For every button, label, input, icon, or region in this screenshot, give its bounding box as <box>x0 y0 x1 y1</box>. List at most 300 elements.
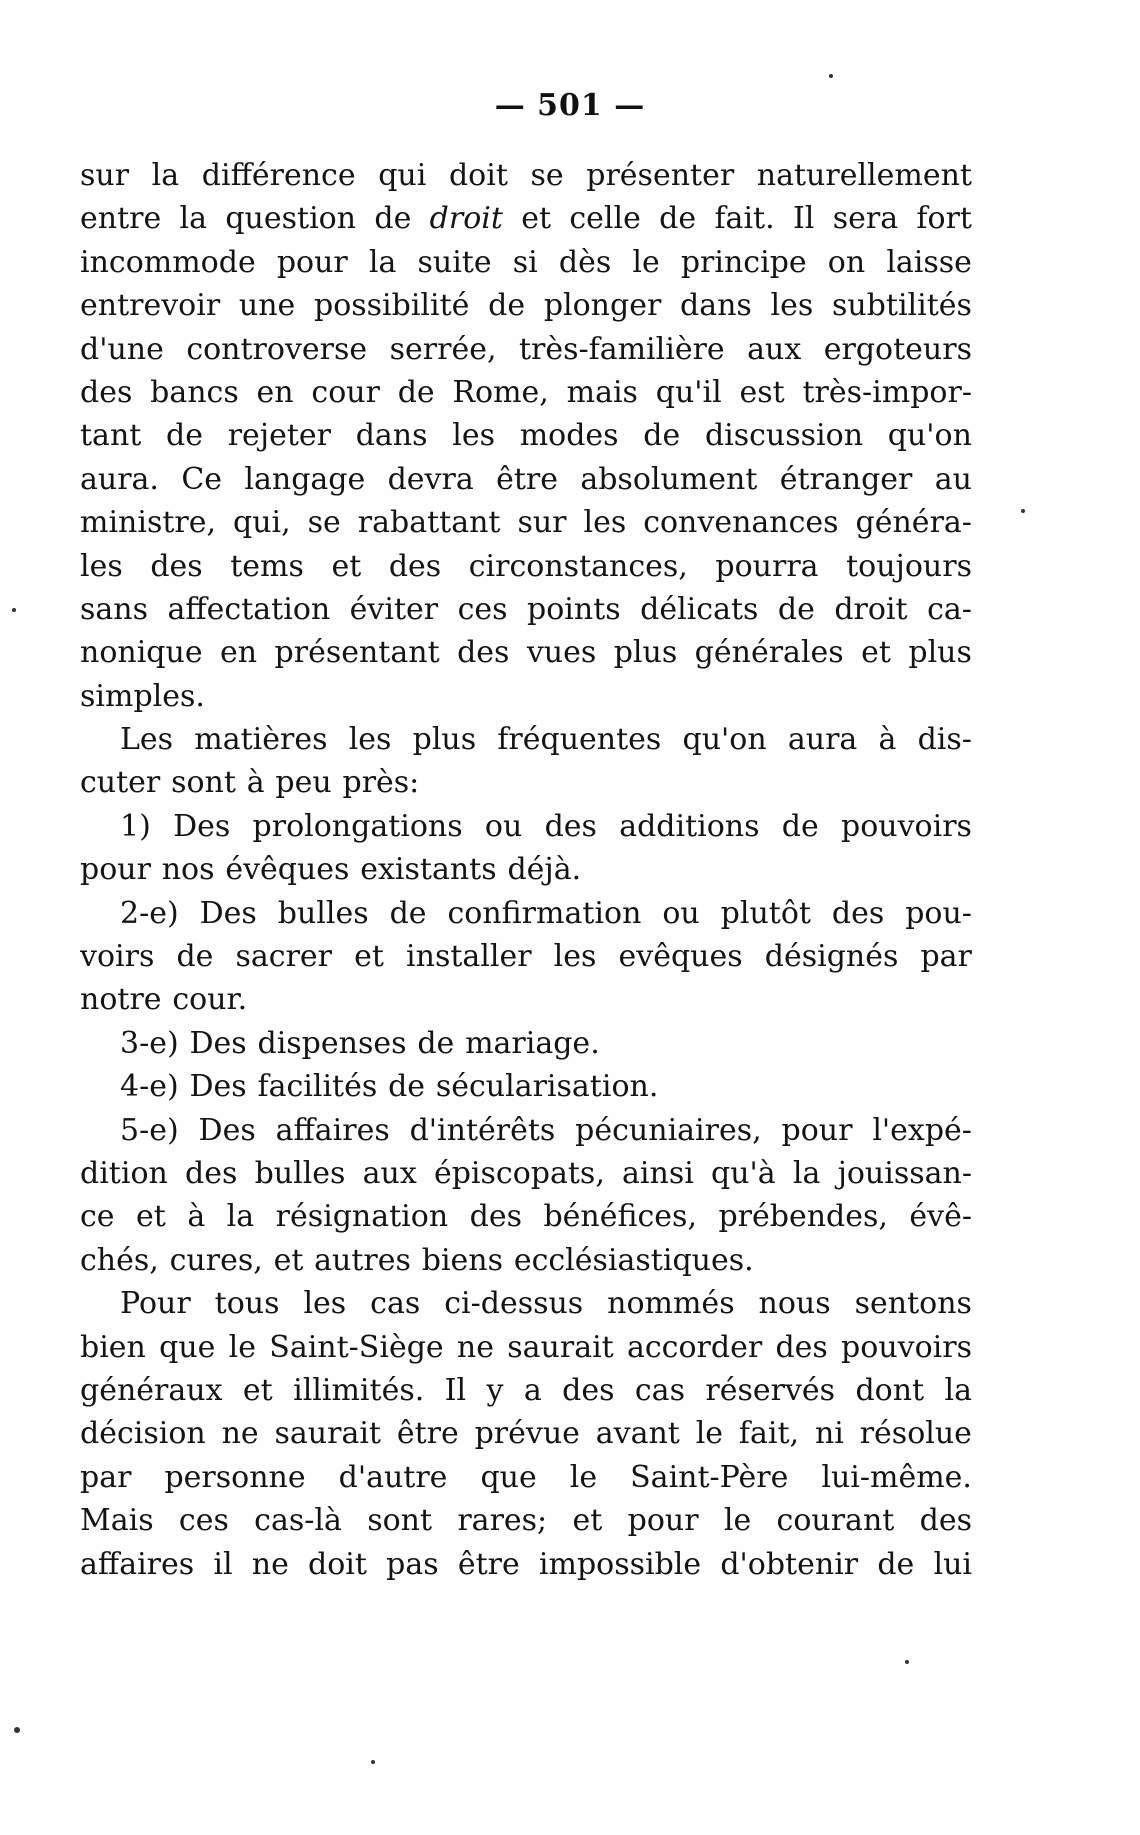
word: confirmation <box>447 895 642 931</box>
word: bien <box>80 1329 146 1365</box>
word: pour <box>80 852 151 888</box>
word: ca- <box>927 591 972 627</box>
word: bancs <box>150 374 239 410</box>
word: pouvoirs <box>841 1329 972 1365</box>
word: ces <box>178 1503 229 1539</box>
word: doit <box>448 158 508 193</box>
word: sur <box>80 158 130 193</box>
word: bulles <box>254 1155 346 1191</box>
text-line <box>80 1282 972 1325</box>
word: la <box>226 1199 255 1235</box>
word: épiscopats, <box>433 1155 605 1191</box>
word: ou <box>484 808 523 844</box>
text-line <box>80 501 972 544</box>
word: additions <box>619 808 760 844</box>
word: bénéfices, <box>543 1199 697 1235</box>
word: nonique <box>80 635 203 671</box>
word: personne <box>164 1459 306 1495</box>
text-line <box>80 284 972 327</box>
word: saurait <box>274 1416 381 1452</box>
text-line <box>80 328 972 371</box>
word: généra- <box>855 505 972 541</box>
word: cour. <box>172 982 248 1018</box>
word: convenances <box>643 505 839 541</box>
word: 3-e) <box>120 1025 179 1061</box>
word: ergoteurs <box>823 331 972 367</box>
word: de <box>389 895 427 931</box>
word: très-impor- <box>802 374 972 410</box>
word: résignation <box>275 1199 449 1235</box>
word: que <box>480 1459 537 1495</box>
scan-speck <box>829 74 833 78</box>
word: de <box>643 418 681 454</box>
word: simples. <box>80 678 205 714</box>
word: question <box>225 201 357 237</box>
word: si <box>512 244 538 280</box>
word: tems <box>230 548 304 584</box>
text-line <box>80 588 972 631</box>
word: ni <box>814 1416 844 1452</box>
word: entrevoir <box>80 288 221 324</box>
text-line <box>80 1239 972 1282</box>
word: langage <box>244 461 366 497</box>
word: des <box>919 1503 972 1539</box>
word: cures, <box>169 1242 263 1278</box>
word: et <box>273 1242 304 1278</box>
word: pou- <box>905 895 972 931</box>
text-line <box>80 1065 972 1108</box>
word: 1) <box>120 808 151 844</box>
text-line <box>80 978 972 1021</box>
word: de <box>166 418 203 454</box>
word: et <box>331 548 362 584</box>
word: illimités. <box>293 1372 425 1408</box>
word: existants <box>360 852 497 888</box>
word: dition <box>80 1155 168 1191</box>
word: et <box>354 939 384 975</box>
word: des <box>544 808 597 844</box>
word: Des <box>173 808 231 844</box>
word: par <box>920 939 972 975</box>
word: subtilités <box>831 288 972 324</box>
word: y <box>486 1372 504 1408</box>
word: autres <box>314 1242 411 1278</box>
scan-speck <box>371 1760 375 1764</box>
word: controverse <box>186 331 368 367</box>
text-line <box>80 631 972 674</box>
word: dispenses <box>257 1025 407 1061</box>
text-line <box>80 1326 972 1369</box>
text-line <box>80 1543 972 1586</box>
word: réservés <box>705 1372 836 1408</box>
word: de <box>397 374 435 410</box>
word: d'intérêts <box>409 1112 556 1148</box>
text-line <box>80 1152 972 1195</box>
word: la <box>792 1155 821 1191</box>
word: de <box>877 1546 915 1582</box>
word: possibilité <box>313 288 470 324</box>
word: saurait <box>507 1329 614 1365</box>
word: de <box>388 1069 426 1105</box>
word: droit <box>429 201 503 237</box>
word: avant <box>595 1416 680 1452</box>
word: absolument <box>580 461 758 497</box>
word: Ce <box>181 461 223 497</box>
word: différence <box>201 158 356 193</box>
word: de <box>781 808 819 844</box>
word: par <box>80 1459 132 1495</box>
word: toujours <box>846 548 972 584</box>
text-line <box>80 1109 972 1152</box>
word: ne <box>456 1329 494 1365</box>
word: dans <box>355 418 428 454</box>
word: rejeter <box>227 418 332 454</box>
word: les <box>452 418 495 454</box>
word: pas <box>386 1546 439 1582</box>
word: Rome, <box>452 374 549 410</box>
word: principe <box>680 244 807 280</box>
word: mariage. <box>465 1025 600 1061</box>
word: discussion <box>704 418 864 454</box>
word: prébendes, <box>718 1199 888 1235</box>
word: l'expé- <box>872 1112 972 1148</box>
word: voirs <box>80 939 155 975</box>
word: plutôt <box>720 895 811 931</box>
text-line <box>80 1195 972 1238</box>
word: à <box>187 1199 206 1235</box>
word: des <box>150 548 203 584</box>
text-line <box>80 848 972 891</box>
word: pouvoirs <box>841 808 972 844</box>
text-line <box>80 1022 972 1065</box>
word: nos <box>161 852 215 888</box>
word: affaires <box>80 1546 195 1582</box>
word: des <box>775 1329 828 1365</box>
word: une <box>238 288 296 324</box>
word: celle <box>569 201 641 237</box>
text-line <box>80 805 972 848</box>
word: 5-e) <box>120 1112 179 1148</box>
text-line <box>80 197 972 240</box>
word: on <box>827 244 866 280</box>
word: dis- <box>917 722 972 758</box>
word: sentons <box>854 1286 972 1322</box>
word: les <box>348 722 392 758</box>
word: installer <box>406 939 532 975</box>
word: aura <box>787 722 858 758</box>
word: modes <box>519 418 619 454</box>
word: Pour <box>120 1286 191 1322</box>
word: aura. <box>80 461 159 497</box>
word: générales <box>694 635 844 671</box>
word: de <box>777 591 815 627</box>
word: le <box>723 1503 752 1539</box>
text-line <box>80 718 972 761</box>
word: rares; <box>457 1503 548 1539</box>
word: lui <box>933 1546 972 1582</box>
word: ce <box>80 1199 115 1235</box>
text-line <box>80 154 972 197</box>
word: affaires <box>275 1112 390 1148</box>
word: points <box>527 591 621 627</box>
text-line <box>80 675 972 718</box>
word: la <box>151 158 180 193</box>
word: cas-là <box>254 1503 342 1539</box>
word: en <box>220 635 258 671</box>
word: évêques <box>225 852 350 888</box>
word: plus <box>908 635 972 671</box>
word: qui, <box>233 505 291 541</box>
word: lui-même. <box>821 1459 972 1495</box>
text-line <box>80 761 972 804</box>
word: Mais <box>80 1503 154 1539</box>
text-line <box>80 371 972 414</box>
word: pour <box>276 244 348 280</box>
word: au <box>934 461 972 497</box>
word: évê- <box>909 1199 972 1235</box>
scan-speck <box>1021 509 1025 513</box>
word: des <box>562 1372 615 1408</box>
word: et <box>861 635 891 671</box>
text-line <box>80 1499 972 1542</box>
scan-speck <box>14 1727 20 1733</box>
text-line <box>80 1412 972 1455</box>
word: fait. <box>714 201 775 237</box>
word: impossible <box>538 1546 702 1582</box>
word: facilités <box>257 1069 378 1105</box>
word: mais <box>566 374 638 410</box>
word: bulles <box>277 895 369 931</box>
word: incommode <box>80 244 256 280</box>
word: des <box>457 635 510 671</box>
word: déjà. <box>507 852 582 888</box>
word: Les <box>120 722 174 758</box>
scan-speck <box>905 1660 909 1664</box>
word: qu'à <box>711 1155 776 1191</box>
word: délicats <box>640 591 759 627</box>
word: fait, <box>738 1416 800 1452</box>
word: se <box>307 505 341 541</box>
word: fort <box>916 201 972 237</box>
word: présentant <box>274 635 440 671</box>
body-text <box>80 154 972 1586</box>
word: Des <box>198 1112 256 1148</box>
word: notre <box>80 982 162 1018</box>
word: pourra <box>715 548 819 584</box>
word: qu'on <box>682 722 767 758</box>
word: qu'il <box>655 374 722 410</box>
word: droit <box>834 591 908 627</box>
word: Saint-Père <box>630 1459 789 1495</box>
text-line <box>80 414 972 457</box>
word: Des <box>199 895 257 931</box>
word: accorder <box>626 1329 763 1365</box>
word: jouissan- <box>837 1155 972 1191</box>
word: evêques <box>618 939 743 975</box>
word: résolue <box>859 1416 972 1452</box>
word: ces <box>457 591 508 627</box>
word: et <box>242 1372 273 1408</box>
word: que <box>159 1329 216 1365</box>
word: être <box>457 1546 520 1582</box>
word: plus <box>412 722 477 758</box>
text-line <box>80 545 972 588</box>
word: cas <box>370 1286 421 1322</box>
word: et <box>521 201 552 237</box>
word: la <box>944 1372 972 1408</box>
word: des <box>185 1155 238 1191</box>
word: devra <box>387 461 474 497</box>
word: nous <box>758 1286 831 1322</box>
word: sont <box>171 765 236 801</box>
word: dès <box>558 244 612 280</box>
word: sans <box>80 591 148 627</box>
word: le <box>695 1416 724 1452</box>
word: cour <box>311 374 380 410</box>
word: ne <box>221 1416 259 1452</box>
word: aux <box>747 331 802 367</box>
word: chés, <box>80 1242 159 1278</box>
word: 4-e) <box>120 1069 179 1105</box>
word: fréquentes <box>497 722 662 758</box>
word: être <box>496 461 558 497</box>
word: nommés <box>607 1286 735 1322</box>
word: cas <box>634 1372 685 1408</box>
word: le <box>632 244 660 280</box>
word: en <box>256 374 294 410</box>
word: plus <box>613 635 678 671</box>
word: décision <box>80 1416 206 1452</box>
text-line <box>80 241 972 284</box>
word: laisse <box>886 244 972 280</box>
word: désignés <box>764 939 899 975</box>
word: d'autre <box>338 1459 448 1495</box>
page-number: — 501 — <box>494 88 646 123</box>
word: de <box>176 939 214 975</box>
word: très-familière <box>518 331 725 367</box>
word: ci-dessus <box>444 1286 584 1322</box>
word: pour <box>627 1503 699 1539</box>
word: aux <box>362 1155 417 1191</box>
word: étranger <box>779 461 913 497</box>
word: le <box>228 1329 257 1365</box>
word: généraux <box>80 1372 223 1408</box>
word: plonger <box>543 288 662 324</box>
word: sur <box>517 505 567 541</box>
word: sont <box>367 1503 433 1539</box>
word: prolongations <box>252 808 463 844</box>
word: vues <box>526 635 597 671</box>
word: prévue <box>474 1416 580 1452</box>
word: les <box>553 939 597 975</box>
word: Il <box>792 201 815 237</box>
word: serrée, <box>389 331 497 367</box>
word: à <box>878 722 897 758</box>
word: circonstances, <box>468 548 688 584</box>
word: tant <box>80 418 142 454</box>
word: de <box>659 201 697 237</box>
word: cuter <box>80 765 161 801</box>
word: sécularisation. <box>435 1069 659 1105</box>
word: de <box>374 201 412 237</box>
word: qui <box>378 158 427 193</box>
word: pour <box>781 1112 853 1148</box>
word: de <box>417 1025 455 1061</box>
word: éviter <box>349 591 439 627</box>
word: rabattant <box>357 505 501 541</box>
word: et <box>572 1503 603 1539</box>
word: se <box>530 158 564 193</box>
word: les <box>583 505 627 541</box>
word: est <box>739 374 785 410</box>
word: la <box>368 244 397 280</box>
text-line <box>80 1369 972 1412</box>
word: doit <box>308 1546 367 1582</box>
word: les <box>80 548 123 584</box>
word: Des <box>189 1025 247 1061</box>
word: biens <box>421 1242 504 1278</box>
word: a <box>523 1372 542 1408</box>
word: le <box>569 1459 598 1495</box>
word: des <box>388 548 442 584</box>
word: Saint-Siège <box>269 1329 444 1365</box>
scan-speck <box>12 608 16 612</box>
word: 2-e) <box>120 895 179 931</box>
word: Il <box>444 1372 467 1408</box>
word: des <box>80 374 133 410</box>
word: à <box>246 765 265 801</box>
word: ou <box>662 895 700 931</box>
word: il <box>213 1546 233 1582</box>
word: dont <box>855 1372 925 1408</box>
word: suite <box>417 244 492 280</box>
text-line <box>80 892 972 935</box>
word: naturellement <box>756 158 972 193</box>
word: ministre, <box>80 505 217 541</box>
word: la <box>179 201 208 237</box>
word: des <box>831 895 885 931</box>
word: ne <box>251 1546 289 1582</box>
word: affectation <box>167 591 331 627</box>
word: les <box>770 288 814 324</box>
word: courant <box>776 1503 895 1539</box>
word: ecclésiastiques. <box>513 1242 754 1278</box>
word: d'obtenir <box>720 1546 859 1582</box>
word: de <box>488 288 526 324</box>
text-line <box>80 458 972 501</box>
word: tous <box>214 1286 280 1322</box>
text-line <box>80 1456 972 1499</box>
word: ainsi <box>622 1155 694 1191</box>
word: entre <box>80 201 162 237</box>
word: dans <box>680 288 752 324</box>
word: être <box>396 1416 459 1452</box>
word: des <box>469 1199 522 1235</box>
word: sera <box>832 201 899 237</box>
word: présenter <box>586 158 735 193</box>
word: peu <box>275 765 332 801</box>
text-line <box>80 935 972 978</box>
word: près: <box>342 765 420 801</box>
word: matières <box>194 722 328 758</box>
word: sacrer <box>235 939 333 975</box>
word: Des <box>189 1069 247 1105</box>
word: les <box>303 1286 347 1322</box>
word: pécuniaires, <box>575 1112 762 1148</box>
word: et <box>136 1199 166 1235</box>
word: d'une <box>80 331 164 367</box>
word: qu'on <box>887 418 972 454</box>
